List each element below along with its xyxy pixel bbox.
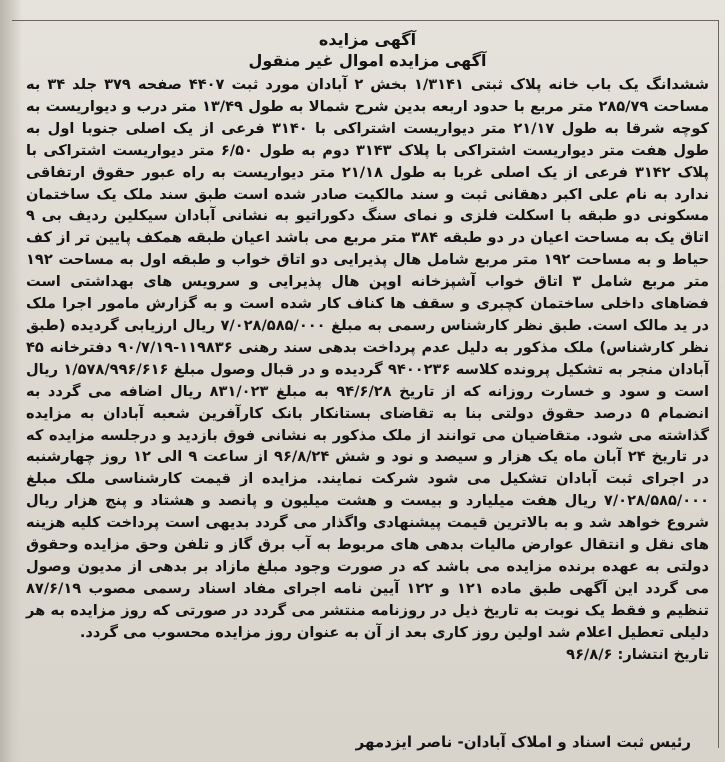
notice-subheading: آگهی مزایده اموال غیر منقول — [248, 51, 487, 70]
notice-body: ششدانگ یک باب خانه پلاک ثبتی ۱/۳۱۴۱ بخش ۲ آبادان مورد ثبت ۴۴۰۷ صفحه ۳۷۹ جلد ۳۴ به مساحت ۲۸۵/۷۹ متر مربع با حدود اربعه بدین شرح شمالا به طول ۱۳/۴۹ متر درب و دیواریست به کوچه شرقا به طول ۲۱/۱۷ متر دیواریست اشتراکی با ۳۱۴۰ فرعی از یک اصلی جنوبا اول به طول هفت متر دیواریست اشتراکی با پلاک ۳۱۴۳ دوم به طول ۶/۵۰ متر دیواریست اشتراکی با پلاک ۳۱۴۲ فرعی از یک اصلی غربا به طول ۲۱/۱۸ متر دیواریست به راه عبور حقوق ارتفاقی ندارد به نام علی اکبر دهقانی ثبت و سند مالکیت صادر شده است طبق سند ملک یک ساختمان مسکونی دو طبقه با اسکلت فلزی و نمای سنگ دکوراتیو به نشانی آبادان سیکلین ردیف بی ۹ اتاق یک به مساحت اعیان در دو طبقه ۳۸۴ متر مربع می باشد اعیان طبقه همکف پایین تر از کف حیاط و به مساحت ۱۹۲ متر مربع شامل هال پذیرایی دو اتاق خواب و طبقه اول به مساحت ۱۹۲ متر مربع شامل ۳ اتاق خواب آشپزخانه اوپن هال پذیرایی و سرویس های بهداشتی است فضاهای داخلی ساختمان کچبری و سقف ها کناف کار شده است و به گزارش مامور اجرا ملک در ید مالک است. طبق نظر کارشناس رسمی به مبلغ ۷/۰۲۸/۵۸۵/۰۰۰ ریال ارزیابی گردیده (طبق نظر کارشناس) ملک مذکور به دلیل عدم پرداخت بدهی سند رهنی ۱۱۹۸۳۶-۹۰/۷/۱۹ دفترخانه ۴۵ آبادان منجر به تشکیل پرونده کلاسه ۹۴۰۰۲۳۶ گردیده و در قبال وصول مبلغ ۱/۵۷۸/۹۹۶/۶۱۶ ریال است و سود و خسارت روزانه که از تاریخ ۹۴/۶/۲۸ به مبلغ ۸۳۱/۰۲۳ ریال اضافه می گردد به انضمام ۵ درصد حقوق دولتی بنا به تقاضای بستانکار بانک کارآفرین شعبه آبادان به مزایده گذاشته می شود. متقاضیان می توانند از ملک مذکور به نشانی فوق بازدید و درجلسه مزایده که در تاریخ ۲۴ آبان ماه یک هزار و سیصد و نود و شش ۹۶/۸/۲۴ از ساعت ۹ الی ۱۲ روز چهارشنبه در اجرای ثبت آبادان تشکیل می شود شرکت نمایند. مزایده از قیمت کارشناسی ملک مبلغ ۷/۰۲۸/۵۸۵/۰۰۰ ریال هفت میلیارد و بیست و هشت میلیون و پانصد و هشتاد و پنج هزار ریال شروع خواهد شد و به بالاترین قیمت پیشنهادی واگذار می گردد بدیهی است پرداخت کلیه هزینه های نقل و انتقال عوارض مالیات بدهی های مربوط به آب برق گاز و تلفن وحق مزایده وحقوق دولتی به عهده برنده مزایده می باشد که در صورت وجود مبلغ مازاد بر بدهی از مدیون وصول می گردد این آگهی طبق ماده ۱۲۱ و ۱۲۲ آیین نامه اجرای مفاد اسناد رسمی مصوب ۸۷/۶/۱۹ تنظیم و فقط یک نوبت به تاریخ ذیل در روزنامه منتشر می گردد در صورتی که روز مزایده به هر دلیلی تعطیل اعلام شد اولین روز کاری بعد از آن به عنوان روز مزایده محسوب می گردد. — [26, 76, 710, 641]
top-border-line — [12, 20, 719, 21]
notice-heading: آگهی مزایده — [318, 30, 417, 49]
page-fold-shadow — [0, 0, 22, 762]
auction-notice — [26, 30, 709, 666]
right-border-line — [718, 20, 719, 748]
publish-date: تاریخ انتشار: ۹۶/۸/۶ — [566, 645, 709, 663]
signature-line: رئیس ثبت اسناد و املاک آبادان- ناصر ایزدمهر — [355, 733, 691, 751]
